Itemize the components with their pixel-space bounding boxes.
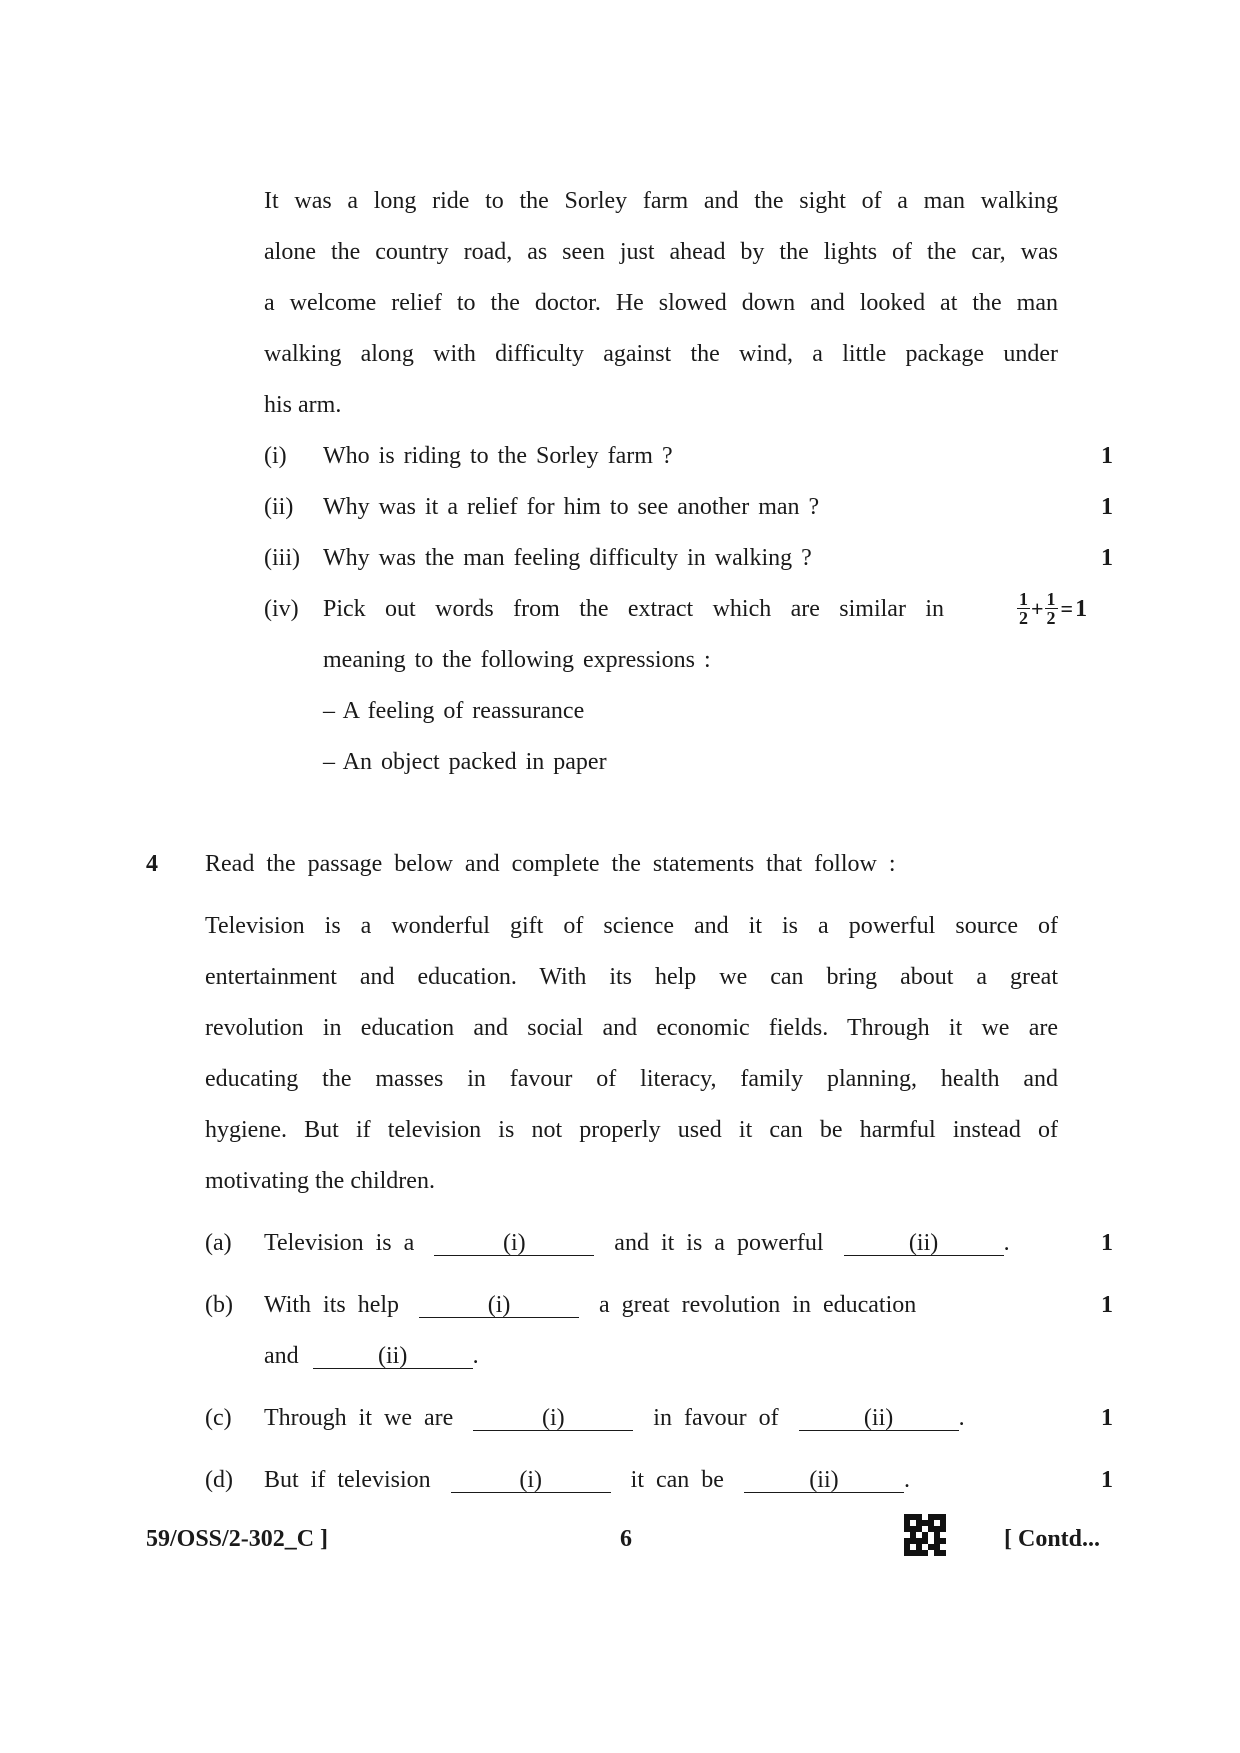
q4-item-c-number: (c) bbox=[205, 1405, 232, 1431]
q4-item-d-number: (d) bbox=[205, 1467, 233, 1493]
extract-line-4: walking along with difficulty against the wind, a little package under bbox=[264, 341, 1058, 367]
q4-passage-line-1: Television is a wonderful gift of science and it is a powerful source of bbox=[205, 913, 1058, 939]
q3-item-ii-text: Why was it a relief for him to see another man ? bbox=[323, 494, 820, 520]
q4-item-c: Through it we are (i) in favour of (ii) . bbox=[264, 1405, 965, 1431]
q3-item-i-marks: 1 bbox=[1101, 443, 1113, 469]
q4-passage-line-5: hygiene. But if television is not properly used it can be harmful instead of bbox=[205, 1117, 1058, 1143]
equals-sign: = bbox=[1060, 595, 1074, 621]
q3-item-iv-number: (iv) bbox=[264, 596, 299, 622]
contd-label: [ Contd... bbox=[1004, 1526, 1101, 1552]
q3-item-ii-marks: 1 bbox=[1101, 494, 1113, 520]
q4-item-a-number: (a) bbox=[205, 1230, 232, 1256]
blank-c-ii: (ii) bbox=[799, 1406, 959, 1431]
qr-code-icon bbox=[904, 1514, 946, 1556]
q4-item-a-marks: 1 bbox=[1101, 1230, 1113, 1256]
q3-item-iii-text: Why was the man feeling difficulty in walking ? bbox=[323, 545, 812, 571]
q3-item-iv-text-cont: meaning to the following expressions : bbox=[323, 647, 711, 673]
q3-item-iv-marks bbox=[1016, 590, 1087, 627]
extract-line-1: It was a long ride to the Sorley farm and the sight of a man walking bbox=[264, 188, 1058, 214]
blank-d-i: (i) bbox=[451, 1468, 611, 1493]
q4-passage-line-4: educating the masses in favour of literacy, family planning, health and bbox=[205, 1066, 1058, 1092]
half-fraction-2: $\frac{1}{2}$ bbox=[1046, 589, 1056, 628]
q4-item-c-marks: 1 bbox=[1101, 1405, 1113, 1431]
blank-a-ii: (ii) bbox=[844, 1231, 1004, 1256]
blank-b-i: (i) bbox=[419, 1293, 579, 1318]
q4-item-b-cont: and (ii) . bbox=[264, 1343, 479, 1369]
blank-d-ii: (ii) bbox=[744, 1468, 904, 1493]
q3-item-ii-number: (ii) bbox=[264, 494, 294, 520]
extract-line-3: a welcome relief to the doctor. He slowed down and looked at the man bbox=[264, 290, 1058, 316]
q4-item-b: With its help (i) a great revolution in education bbox=[264, 1292, 917, 1318]
q4-item-d-marks: 1 bbox=[1101, 1467, 1113, 1493]
page-number: 6 bbox=[620, 1526, 632, 1552]
q3-item-i-number: (i) bbox=[264, 443, 287, 469]
q4-instruction: Read the passage below and complete the statements that follow : bbox=[205, 851, 896, 877]
paper-code: 59/OSS/2-302_C ] bbox=[146, 1526, 329, 1552]
q4-passage-line-3: revolution in education and social and economic fields. Through it we are bbox=[205, 1015, 1058, 1041]
q4-item-a: Television is a (i) and it is a powerful (ii) . bbox=[264, 1230, 1010, 1256]
q4-item-b-number: (b) bbox=[205, 1292, 233, 1318]
extract-line-2: alone the country road, as seen just ahead by the lights of the car, was bbox=[264, 239, 1058, 265]
q4-passage-line-6: motivating the children. bbox=[205, 1168, 435, 1194]
q3-item-iv-sub-1: – A feeling of reassurance bbox=[323, 698, 585, 724]
q3-item-iii-number: (iii) bbox=[264, 545, 300, 571]
blank-c-i: (i) bbox=[473, 1406, 633, 1431]
blank-b-ii: (ii) bbox=[313, 1344, 473, 1369]
marks-total: 1 bbox=[1075, 595, 1088, 622]
plus-sign: + bbox=[1031, 595, 1044, 621]
q4-number: 4 bbox=[146, 851, 158, 877]
q4-passage-line-2: entertainment and education. With its help we can bring about a great bbox=[205, 964, 1058, 990]
q3-item-iv-text: Pick out words from the extract which are similar in bbox=[323, 596, 944, 622]
extract-line-5: his arm. bbox=[264, 392, 342, 418]
half-fraction-1: $\frac{1}{2}$ bbox=[1019, 589, 1028, 628]
blank-a-i: (i) bbox=[434, 1231, 594, 1256]
q3-item-iii-marks: 1 bbox=[1101, 545, 1113, 571]
q3-item-iv-sub-2: – An object packed in paper bbox=[323, 749, 607, 775]
q3-item-i-text: Who is riding to the Sorley farm ? bbox=[323, 443, 673, 469]
q4-item-b-marks: 1 bbox=[1101, 1292, 1113, 1318]
q4-item-d: But if television (i) it can be (ii) . bbox=[264, 1467, 910, 1493]
